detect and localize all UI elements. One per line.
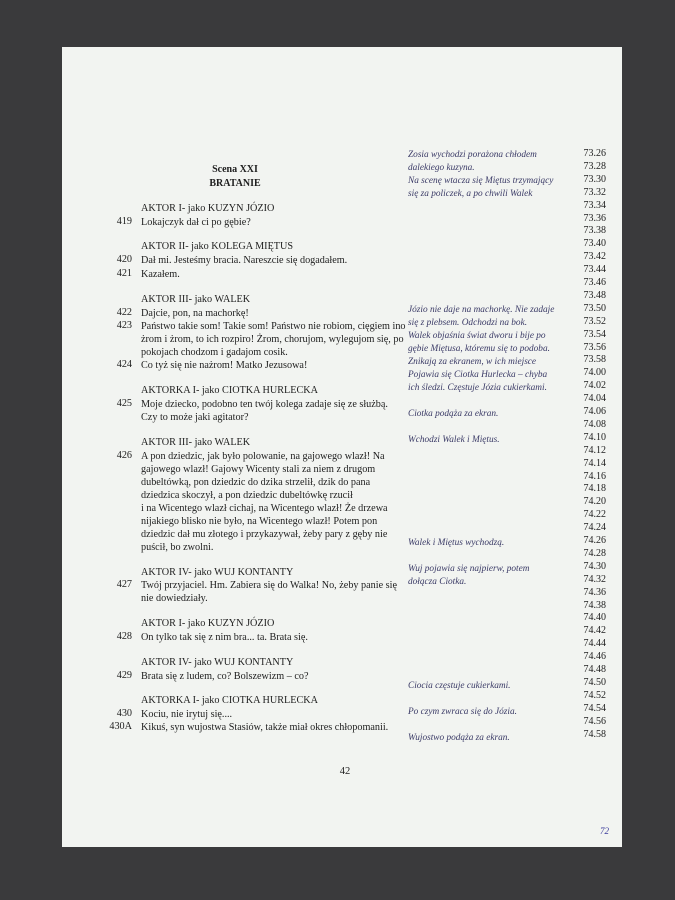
dialogue-line: Twój przyjaciel. Hm. Zabiera się do Walka! No, żeby panie się bbox=[141, 580, 397, 591]
timecode: 74.20 bbox=[583, 496, 606, 508]
stage-direction: Wujostwo podąża za ekran. bbox=[408, 733, 510, 743]
dialogue-line: Państwo takie som! Takie som! Państwo nie robiom, cięgiem ino bbox=[141, 321, 406, 332]
timecode: 74.52 bbox=[583, 689, 606, 701]
timecode: 74.22 bbox=[583, 509, 606, 521]
timecode: 74.08 bbox=[583, 418, 606, 430]
timecode: 74.50 bbox=[583, 676, 606, 688]
timecode: 74.00 bbox=[583, 367, 606, 379]
line-number: 427 bbox=[116, 579, 132, 590]
timecode: 73.50 bbox=[583, 302, 606, 314]
timecode: 73.58 bbox=[583, 354, 606, 366]
timecode: 74.24 bbox=[583, 522, 606, 534]
dialogue-line: pokojach chodzom i gadajom cosik. bbox=[141, 347, 288, 358]
timecode: 74.38 bbox=[583, 599, 606, 611]
timecode: 74.56 bbox=[583, 715, 606, 727]
stage-direction: Pojawia się Ciotka Hurlecka – chyba bbox=[408, 370, 548, 380]
dialogue-line: żrom i żrom, to ich rozpiro! Żrom, chorujom, wylegujom się, po bbox=[141, 334, 404, 345]
timecode: 73.34 bbox=[583, 199, 606, 211]
dialogue-line: Kociu, nie irytuj się.... bbox=[141, 709, 233, 720]
stage-direction: Zosia wychodzi porażona chłodem bbox=[408, 150, 537, 160]
dialogue-line: Czy to może jaki agitator? bbox=[141, 412, 249, 423]
timecode: 73.48 bbox=[583, 289, 606, 301]
stage-direction: gębie Miętusa, któremu się to podoba. bbox=[408, 344, 550, 354]
scene-subtitle: BRATANIE bbox=[209, 178, 261, 189]
timecode: 74.42 bbox=[583, 625, 606, 637]
stage-direction: Na scenę wtacza się Miętus trzymający bbox=[408, 176, 554, 186]
stage-direction: dalekiego kuzyna. bbox=[408, 163, 475, 173]
dialogue-line: nijakiego blisko nie było, na Wicentego wlazł! Potem pon bbox=[141, 516, 378, 527]
timecode: 74.54 bbox=[583, 702, 606, 714]
stage-direction: Znikają za ekranem, w ich miejsce bbox=[408, 357, 537, 367]
timecode: 73.52 bbox=[583, 315, 606, 327]
stage-direction: Ciocia częstuje cukierkami. bbox=[408, 681, 511, 691]
stage-direction: się z plebsem. Odchodzi na bok. bbox=[408, 318, 528, 328]
stage-direction: się za policzek, a po chwili Walek bbox=[408, 189, 533, 199]
stage-direction: Józio nie daje na machorkę. Nie zadaje bbox=[408, 305, 555, 315]
timecode: 74.40 bbox=[583, 612, 606, 624]
line-number: 429 bbox=[116, 670, 132, 681]
timecode: 74.26 bbox=[583, 535, 606, 546]
timecode: 74.44 bbox=[583, 638, 606, 650]
dialogue-line: Dajcie, pon, na machorkę! bbox=[141, 308, 249, 319]
speaker-heading: AKTOR III- jako WALEK bbox=[141, 437, 251, 448]
dialogue-line: A pon dziedzic, jak było polowanie, na gajowego wlazł! Na bbox=[141, 451, 385, 462]
stage-direction: Po czym zwraca się do Józia. bbox=[408, 707, 517, 717]
speaker-heading: AKTOR IV- jako WUJ KONTANTY bbox=[141, 657, 294, 668]
timecode: 74.58 bbox=[583, 728, 606, 740]
dialogue-line: dubeltówką, pon dziedzic do dzika strzelił, dzik do pana bbox=[141, 477, 371, 488]
line-number: 422 bbox=[116, 307, 132, 318]
timecode: 73.32 bbox=[583, 186, 606, 198]
stage-direction: Wchodzi Walek i Miętus. bbox=[408, 435, 500, 445]
timecode: 74.18 bbox=[583, 483, 606, 495]
timecode: 74.28 bbox=[583, 547, 606, 559]
timecode: 74.46 bbox=[583, 651, 606, 663]
timecode: 74.06 bbox=[583, 406, 606, 417]
timecode: 74.32 bbox=[583, 573, 606, 585]
stage-direction: ich śledzi. Częstuje Józia cukierkami. bbox=[408, 383, 547, 393]
timecode: 74.48 bbox=[583, 664, 606, 675]
dialogue-line: Brata się z ludem, co? Bolszewizm – co? bbox=[141, 671, 309, 682]
timecode: 74.04 bbox=[583, 393, 606, 405]
dialogue-line: Moje dziecko, podobno ten twój kolega zadaje się ze służbą. bbox=[141, 399, 388, 410]
timecode: 73.44 bbox=[583, 264, 606, 276]
dialogue-line: Kazałem. bbox=[141, 269, 180, 280]
stage-direction: Ciotka podąża za ekran. bbox=[408, 409, 499, 419]
timecode: 73.54 bbox=[583, 328, 606, 340]
dialogue-line: dziedzic dał mu złotego i przykazywał, żeby pary z gęby nie bbox=[141, 529, 388, 540]
timecode: 74.30 bbox=[583, 560, 606, 572]
dialogue-line: Co tyż się nie nażrom! Matko Jezusowa! bbox=[141, 360, 308, 371]
timecode: 73.38 bbox=[583, 225, 606, 237]
line-number: 424 bbox=[116, 359, 132, 370]
stage-direction: Wuj pojawia się najpierw, potem bbox=[408, 564, 530, 574]
dialogue-line: Kikuś, syn wujostwa Stasiów, także miał okres chłopomanii. bbox=[141, 722, 389, 733]
page-number: 42 bbox=[339, 766, 351, 777]
dialogue-line: gajowego wlazł! Gajowy Wicenty stali za niem z drugom bbox=[141, 464, 376, 475]
timecode: 73.30 bbox=[583, 173, 606, 185]
timecode: 74.12 bbox=[583, 444, 606, 456]
timecode: 73.56 bbox=[583, 341, 606, 353]
timecode: 74.36 bbox=[583, 586, 606, 598]
line-number: 430 bbox=[116, 708, 132, 719]
timecode: 73.28 bbox=[583, 160, 606, 172]
timecode: 73.46 bbox=[583, 277, 606, 288]
timecode: 74.10 bbox=[583, 431, 606, 443]
handwritten-page-mark: 72 bbox=[600, 826, 609, 836]
timecode: 74.02 bbox=[583, 380, 606, 392]
line-number: 423 bbox=[116, 320, 132, 331]
speaker-heading: AKTOR I- jako KUZYN JÓZIO bbox=[141, 618, 275, 629]
line-number: 428 bbox=[116, 631, 132, 642]
speaker-heading: AKTOR III- jako WALEK bbox=[141, 294, 251, 305]
speaker-heading: AKTOR IV- jako WUJ KONTANTY bbox=[141, 567, 294, 578]
timecode: 73.42 bbox=[583, 251, 606, 263]
dialogue-line: Dał mi. Jesteśmy bracia. Nareszcie się dogadałem. bbox=[141, 255, 348, 266]
stage-direction: Walek i Miętus wychodzą. bbox=[408, 538, 505, 548]
speaker-heading: AKTOR I- jako KUZYN JÓZIO bbox=[141, 203, 275, 214]
dialogue-line: puścił, bo zwolni. bbox=[141, 542, 214, 553]
speaker-heading: AKTORKA I- jako CIOTKA HURLECKA bbox=[141, 385, 318, 396]
speaker-heading: AKTOR II- jako KOLEGA MIĘTUS bbox=[141, 241, 294, 252]
stage-direction: Walek objaśnia świat dworu i bije po bbox=[408, 331, 546, 341]
speaker-heading: AKTORKA I- jako CIOTKA HURLECKA bbox=[141, 695, 318, 706]
timecode: 73.36 bbox=[583, 212, 606, 224]
dialogue-line: nie dowiedziały. bbox=[141, 593, 208, 604]
dialogue-line: Lokajczyk dał ci po gębie? bbox=[141, 217, 251, 228]
dialogue-line: i na Wicentego wlazł cichaj, na Wicentego wlazł! Że drzewa bbox=[141, 503, 388, 514]
timecode: 73.26 bbox=[583, 148, 606, 159]
line-number: 419 bbox=[116, 216, 132, 227]
line-number: 430A bbox=[109, 721, 132, 732]
line-number: 420 bbox=[116, 254, 132, 265]
scene-title: Scena XXI bbox=[212, 164, 258, 175]
timecode: 74.16 bbox=[583, 470, 606, 482]
dialogue-line: On tylko tak się z nim bra... ta. Brata się. bbox=[141, 632, 308, 643]
line-number: 421 bbox=[116, 268, 132, 279]
stage-direction: dołącza Ciotka. bbox=[408, 577, 467, 587]
timecode: 73.40 bbox=[583, 238, 606, 250]
timecode: 74.14 bbox=[583, 457, 606, 469]
dialogue-line: dziedzica skoczył, a pon dziedzic dubeltówkę rzucił bbox=[141, 490, 353, 501]
line-number: 425 bbox=[116, 398, 132, 409]
line-number: 426 bbox=[116, 450, 132, 461]
